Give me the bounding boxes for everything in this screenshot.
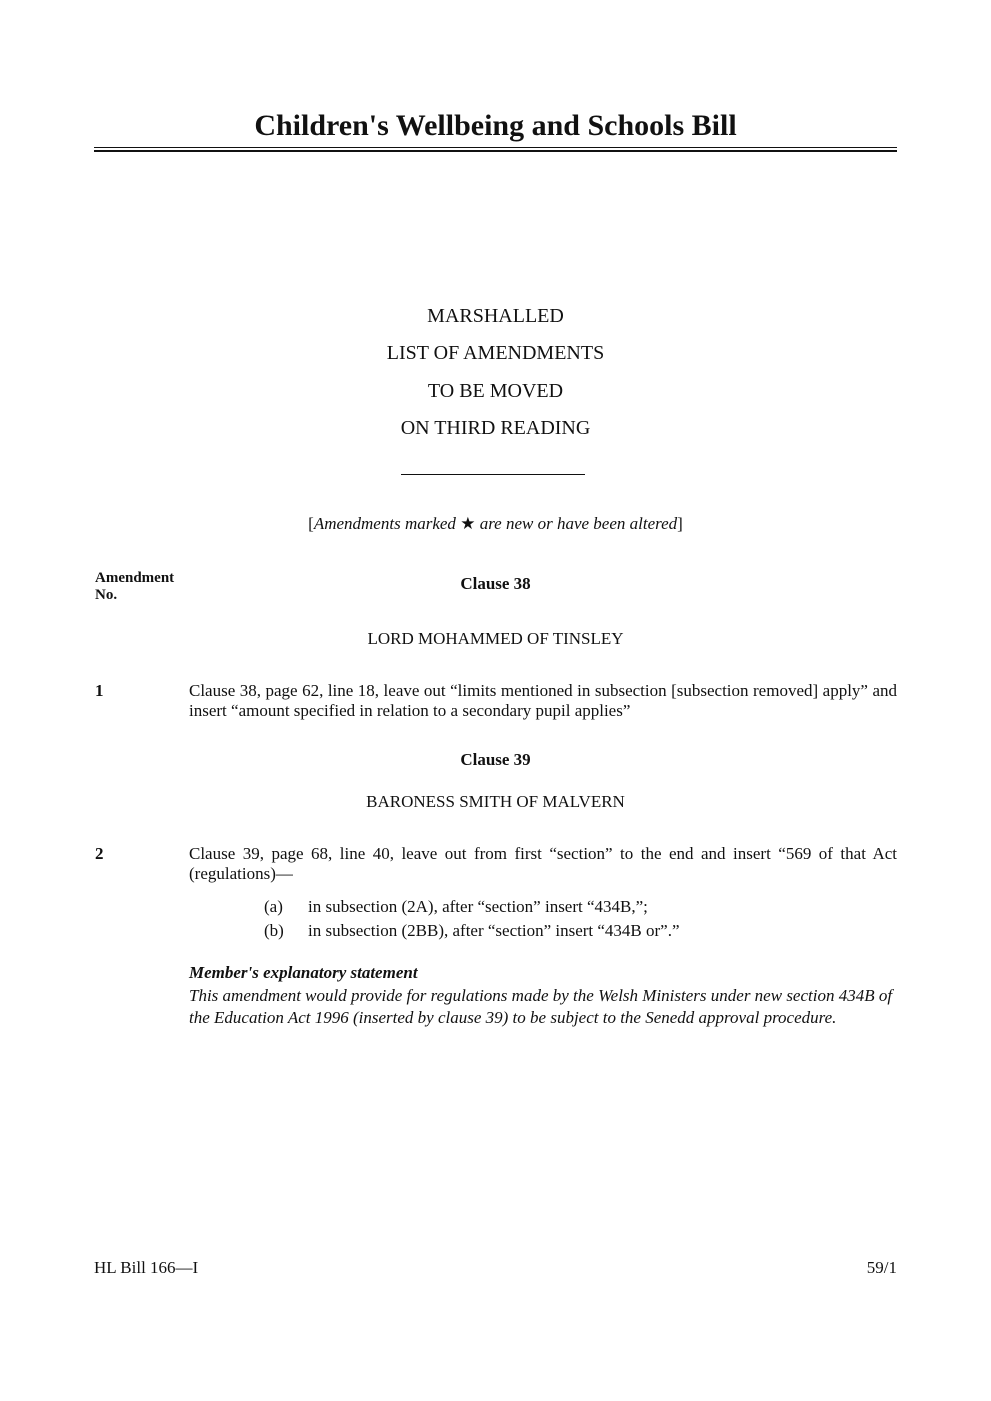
clause-heading-38: Clause 38	[460, 574, 531, 593]
amendment-number-1: 1	[95, 681, 104, 700]
column-label-line-1: Amendment	[95, 570, 175, 586]
amendment-text-1: Clause 38, page 62, line 18, leave out “limits mentioned in subsection [subsection removed] apply” and insert “amount specified in relation to a secondary pupil applies”	[189, 681, 897, 720]
bill-reference: HL Bill 166—I	[94, 1258, 199, 1277]
sub-item-label: (a)	[264, 897, 283, 916]
heading-line-3: TO BE MOVED	[427, 380, 564, 402]
notice-text-after: are new or have been altered	[475, 514, 678, 533]
page-reference: 59/1	[866, 1258, 897, 1277]
member-name-clause-39: BARONESS SMITH OF MALVERN	[366, 792, 625, 811]
sub-item-label: (b)	[264, 921, 284, 940]
notice-close-bracket: ]	[677, 514, 683, 533]
heading-line-1: MARSHALLED	[427, 305, 564, 327]
explanatory-statement-heading: Member's explanatory statement	[189, 963, 418, 982]
star-icon: ★	[460, 514, 476, 533]
amendment-2-sub-item-a	[264, 897, 648, 917]
explanatory-statement-body: This amendment would provide for regulations made by the Welsh Ministers under new section 434B of the Education Act 1996 (inserted by clause 39) to be subject to the Senedd approval procedure.	[189, 986, 893, 1027]
amendment-2-sub-item-b	[264, 921, 680, 941]
document-title: Children's Wellbeing and Schools Bill	[254, 109, 737, 142]
heading-line-2: LIST OF AMENDMENTS	[386, 342, 605, 364]
amendments-notice	[0, 513, 991, 535]
notice-text-before: Amendments marked	[313, 514, 461, 533]
notice-open-bracket: [	[308, 514, 314, 533]
section-divider	[401, 474, 585, 475]
amendment-text-2: Clause 39, page 68, line 40, leave out from first “section” to the end and insert “569 of that Act (regulations)—	[189, 844, 897, 883]
clause-heading-39: Clause 39	[460, 750, 531, 769]
column-label-line-2: No.	[95, 587, 118, 603]
title-rule-thick	[94, 150, 897, 152]
heading-line-4: ON THIRD READING	[400, 417, 591, 439]
member-name-clause-38: LORD MOHAMMED OF TINSLEY	[367, 629, 624, 648]
title-rule-thin	[94, 147, 897, 148]
sub-item-text: in subsection (2A), after “section” insert “434B,”;	[308, 897, 648, 916]
sub-item-text: in subsection (2BB), after “section” insert “434B or”.”	[308, 921, 680, 940]
amendment-number-2: 2	[95, 844, 104, 863]
